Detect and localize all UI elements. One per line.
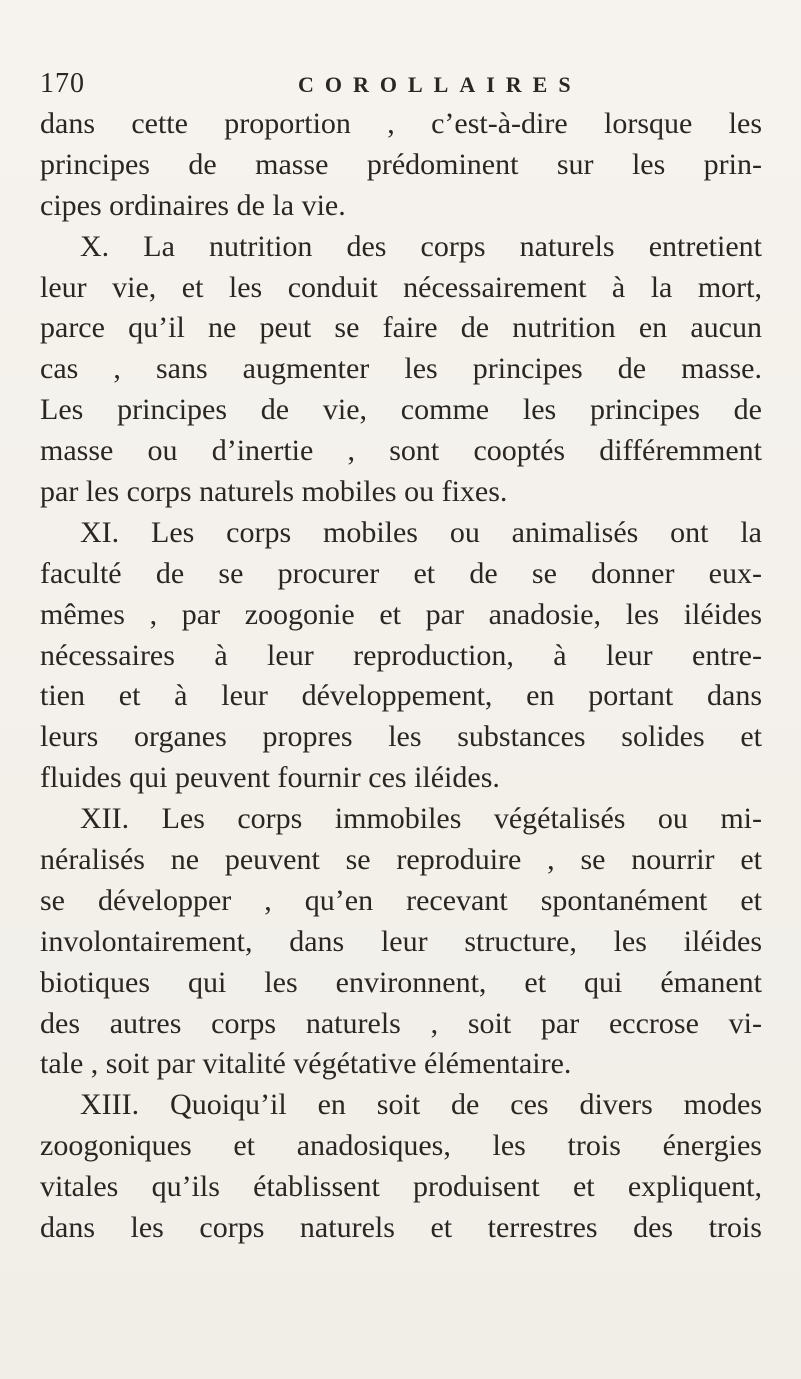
- text-line: se développer , qu’en recevant spontanément et: [40, 883, 762, 917]
- text-line: cas , sans augmenter les principes de masse.: [40, 352, 762, 386]
- text-line: fluides qui peuvent fournir ces iléides.: [40, 761, 500, 795]
- text-line: zoogoniques et anadosiques, les trois énergies: [40, 1129, 762, 1163]
- text-line: principes de masse prédominent sur les prin-: [40, 147, 762, 181]
- text-line: tien et à leur développement, en portant dans: [40, 679, 762, 713]
- body-text: [40, 104, 762, 1249]
- text-line: néralisés ne peuvent se reproduire , se nourrir et: [40, 843, 762, 877]
- text-line: des autres corps naturels , soit par eccrose vi-: [40, 1006, 762, 1040]
- paragraph-xii-first-line: XII. Les corps immobiles végétalisés ou mi-: [80, 802, 762, 836]
- text-line: mêmes , par zoogonie et par anadosie, les iléides: [40, 597, 762, 631]
- page-number: 170: [40, 68, 85, 99]
- text-line: dans cette proportion , c’est-à-dire lorsque les: [40, 107, 762, 140]
- text-line: nécessaires à leur reproduction, à leur entre-: [40, 638, 762, 672]
- text-line: tale , soit par vitalité végétative élémentaire.: [40, 1047, 572, 1081]
- text-line: dans les corps naturels et terrestres des trois: [40, 1211, 762, 1245]
- text-line: vitales qu’ils établissent produisent et expliquent,: [40, 1170, 762, 1204]
- paragraph-xi-first-line: XI. Les corps mobiles ou animalisés ont la: [80, 515, 762, 549]
- text-line: masse ou d’inertie , sont cooptés différemment: [40, 434, 762, 468]
- text-line: par les corps naturels mobiles ou fixes.: [40, 475, 508, 509]
- text-line: Les principes de vie, comme les principes de: [40, 393, 762, 427]
- text-line: faculté de se procurer et de se donner eux-: [40, 556, 762, 590]
- text-line: biotiques qui les environnent, et qui émanent: [40, 965, 762, 999]
- text-line: leur vie, et les conduit nécessairement à la mort,: [40, 270, 762, 304]
- paragraph-x-first-line: X. La nutrition des corps naturels entretient: [80, 229, 762, 263]
- text-line: parce qu’il ne peut se faire de nutrition en aucun: [40, 311, 762, 345]
- text-line: involontairement, dans leur structure, les iléides: [40, 924, 762, 958]
- paragraph-xiii-first-line: XIII. Quoiqu’il en soit de ces divers modes: [80, 1088, 762, 1122]
- text-line: leurs organes propres les substances solides et: [40, 720, 762, 754]
- text-line: cipes ordinaires de la vie.: [40, 188, 346, 222]
- section-title: COROLLAIRES: [298, 72, 582, 97]
- running-head: [40, 68, 620, 108]
